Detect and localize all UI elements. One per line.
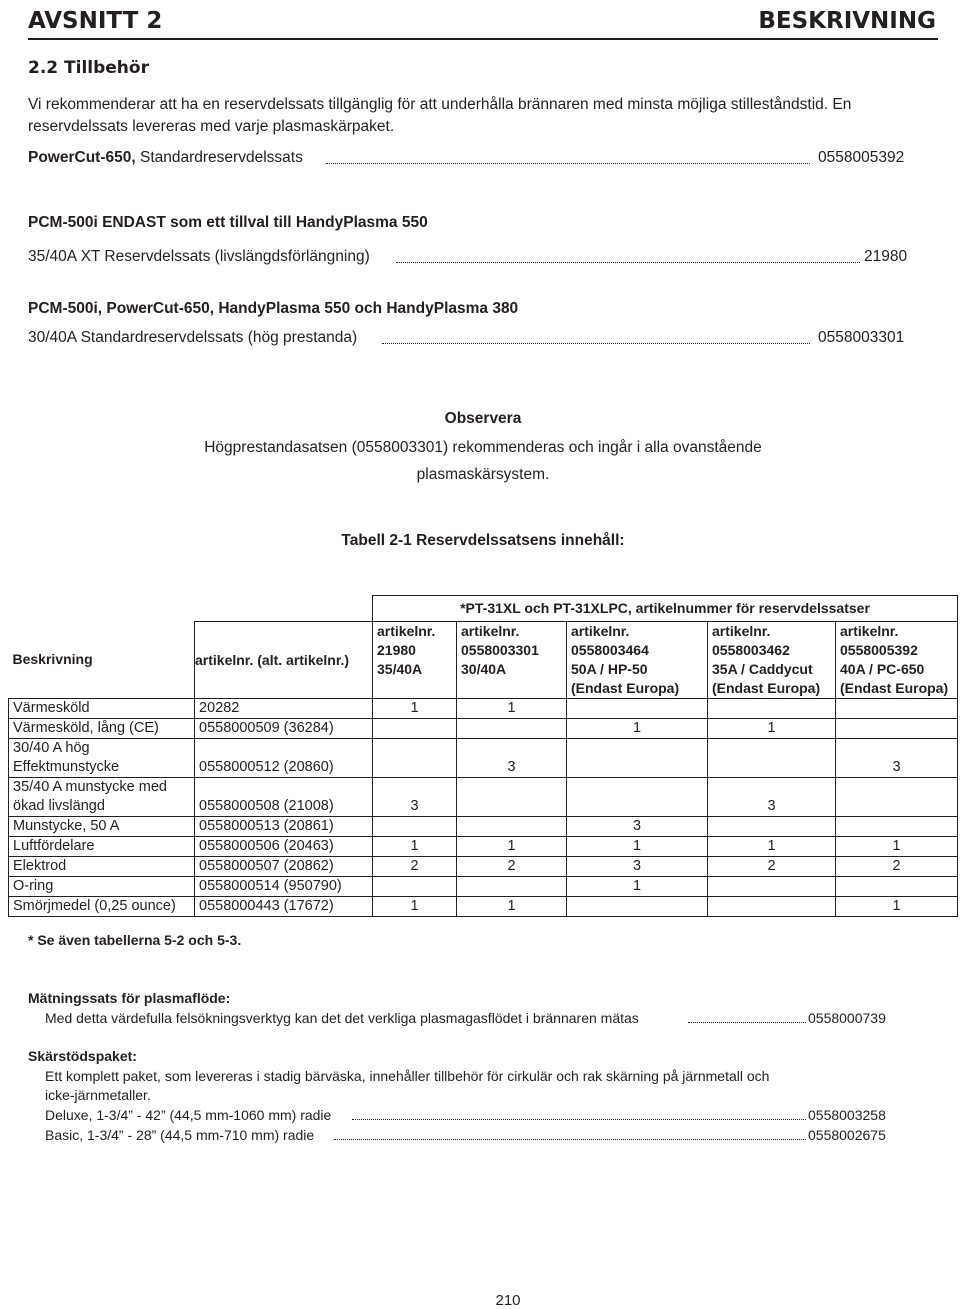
cell-quantity-kit-5	[836, 699, 958, 719]
leader-dots	[382, 343, 810, 344]
cell-description: Smörjmedel (0,25 ounce)	[9, 897, 195, 917]
cell-quantity-kit-4: 3	[708, 778, 836, 817]
kit-5-number: 0558005392	[840, 642, 918, 658]
cell-quantity-kit-5	[836, 817, 958, 837]
item-hp-kit-text: 30/40A Standardreservdelssats (hög prestanda)	[28, 329, 358, 346]
leader-dots	[688, 1022, 806, 1023]
cell-quantity-kit-1: 2	[373, 857, 457, 877]
cell-quantity-kit-5: 1	[836, 897, 958, 917]
kit-3-number: 0558003464	[571, 642, 649, 658]
cell-article-number: 0558000512 (20860)	[195, 739, 373, 778]
item-xt-kit-text: 35/40A XT Reservdelssats (livslängdsförlängning)	[28, 248, 370, 265]
table-footnote: * Se även tabellerna 5-2 och 5-3.	[28, 932, 242, 948]
table-row	[9, 837, 958, 857]
table-title: Tabell 2-1 Reservdelssatsens innehåll:	[341, 532, 625, 549]
cell-quantity-kit-1	[373, 817, 457, 837]
kit-5-rating: 40A / PC-650	[840, 661, 925, 677]
col-header-article: artikelnr. (alt. artikelnr.)	[195, 622, 373, 699]
cell-description: Luftfördelare	[9, 837, 195, 857]
cell-quantity-kit-4	[708, 897, 836, 917]
cell-quantity-kit-3	[567, 897, 708, 917]
cell-quantity-kit-5: 2	[836, 857, 958, 877]
item-hp-kit-number: 0558003301	[818, 329, 905, 346]
flow-kit-number: 0558000739	[808, 1010, 886, 1026]
cell-quantity-kit-1: 1	[373, 897, 457, 917]
leader-dots	[326, 163, 810, 164]
leader-dots	[352, 1119, 806, 1120]
group-title-pcm-endast: PCM-500i ENDAST som ett tillval till HandyPlasma 550	[28, 214, 428, 231]
col-header-kit-3	[567, 622, 708, 699]
cell-quantity-kit-5	[836, 778, 958, 817]
cell-quantity-kit-4	[708, 739, 836, 778]
kit-4-label: artikelnr.	[712, 623, 771, 639]
cell-quantity-kit-3: 3	[567, 817, 708, 837]
cell-quantity-kit-4	[708, 817, 836, 837]
item-powercut-number: 0558005392	[818, 149, 905, 166]
section-title: 2.2 Tillbehör	[28, 58, 149, 78]
col-header-description: Beskrivning	[12, 651, 93, 668]
kit-3-label: artikelnr.	[571, 623, 630, 639]
deluxe-kit-number: 0558003258	[808, 1107, 886, 1123]
leader-dots	[334, 1139, 806, 1140]
cell-quantity-kit-2	[457, 778, 567, 817]
cell-quantity-kit-3: 1	[567, 837, 708, 857]
cell-description: O-ring	[9, 877, 195, 897]
table-row	[9, 778, 958, 817]
cell-description: 35/40 A munstycke med ökad livslängd	[9, 778, 195, 817]
kit-3-rating: 50A / HP-50	[571, 661, 648, 677]
cell-quantity-kit-2	[457, 817, 567, 837]
cutting-guide-line-1: Ett komplett paket, som levereras i stadig bärväska, innehåller tillbehör för cirkulär och rak skärning på järnmetall och	[45, 1068, 770, 1084]
spare-parts-table	[8, 595, 958, 917]
kit-2-label: artikelnr.	[461, 623, 520, 639]
table-row	[9, 817, 958, 837]
note-line-1: Högprestandasatsen (0558003301) rekommenderas och ingår i alla ovanstående	[204, 439, 762, 456]
cell-description: Värmesköld	[9, 699, 195, 719]
cutting-guide-title: Skärstödspaket:	[28, 1048, 137, 1064]
cell-quantity-kit-1: 1	[373, 699, 457, 719]
cell-article-number: 0558000513 (20861)	[195, 817, 373, 837]
cell-quantity-kit-3: 1	[567, 877, 708, 897]
intro-line-1: Vi rekommenderar att ha en reservdelssats tillgänglig för att underhålla brännaren med minsta möjliga stilleståndstid. En	[28, 96, 852, 113]
table-row	[9, 857, 958, 877]
cell-quantity-kit-2: 2	[457, 857, 567, 877]
cell-article-number: 0558000514 (950790)	[195, 877, 373, 897]
kit-4-rating: 35A / Caddycut	[712, 661, 813, 677]
cell-quantity-kit-1: 1	[373, 837, 457, 857]
cell-quantity-kit-4: 1	[708, 719, 836, 739]
table-row	[9, 739, 958, 778]
cell-quantity-kit-2: 3	[457, 739, 567, 778]
item-powercut-bold: PowerCut-650,	[28, 149, 136, 166]
cell-quantity-kit-5	[836, 877, 958, 897]
cell-quantity-kit-4	[708, 699, 836, 719]
cell-quantity-kit-2	[457, 719, 567, 739]
cell-quantity-kit-2	[457, 877, 567, 897]
cell-quantity-kit-1	[373, 739, 457, 778]
kit-2-rating: 30/40A	[461, 661, 507, 677]
cutting-guide-line-2: icke-järnmetaller.	[45, 1087, 151, 1103]
note-line-2: plasmaskärsystem.	[416, 466, 550, 483]
cell-quantity-kit-1	[373, 719, 457, 739]
kit-1-rating: 35/40A	[377, 661, 423, 677]
flow-kit-title: Mätningssats för plasmaflöde:	[28, 990, 231, 1006]
table-row	[9, 877, 958, 897]
cell-quantity-kit-5: 1	[836, 837, 958, 857]
col-header-kit-2	[457, 622, 567, 699]
cell-quantity-kit-3	[567, 778, 708, 817]
cell-description: Elektrod	[9, 857, 195, 877]
kit-5-label: artikelnr.	[840, 623, 899, 639]
cell-quantity-kit-2: 1	[457, 897, 567, 917]
deluxe-kit-text: Deluxe, 1-3/4” - 42” (44,5 mm-1060 mm) radie	[45, 1107, 332, 1123]
cell-article-number: 0558000443 (17672)	[195, 897, 373, 917]
section-header-left: AVSNITT 2	[28, 8, 163, 34]
cell-quantity-kit-3: 1	[567, 719, 708, 739]
cell-article-number: 20282	[195, 699, 373, 719]
cell-description: Munstycke, 50 A	[9, 817, 195, 837]
cell-quantity-kit-5	[836, 719, 958, 739]
table-row	[9, 699, 958, 719]
item-powercut-text: Standardreservdelssats	[139, 149, 303, 166]
cell-quantity-kit-3	[567, 739, 708, 778]
cell-article-number: 0558000506 (20463)	[195, 837, 373, 857]
kit-1-number: 21980	[377, 642, 416, 658]
cell-quantity-kit-2: 1	[457, 699, 567, 719]
cell-description: Värmesköld, lång (CE)	[9, 719, 195, 739]
table-group-header: *PT-31XL och PT-31XLPC, artikelnummer för reservdelssatser	[373, 596, 958, 622]
header-rule	[28, 38, 938, 40]
cell-quantity-kit-4: 1	[708, 837, 836, 857]
cell-quantity-kit-1: 3	[373, 778, 457, 817]
col-header-kit-5	[836, 622, 958, 699]
cell-quantity-kit-5: 3	[836, 739, 958, 778]
table-row	[9, 897, 958, 917]
cell-quantity-kit-3	[567, 699, 708, 719]
flow-kit-text: Med detta värdefulla felsökningsverktyg kan det det verkliga plasmagasflödet i brännaren mätas	[45, 1010, 639, 1026]
col-header-kit-1	[373, 622, 457, 699]
kit-4-number: 0558003462	[712, 642, 790, 658]
basic-kit-text: Basic, 1-3/4” - 28” (44,5 mm-710 mm) radie	[45, 1127, 315, 1143]
cell-article-number: 0558000508 (21008)	[195, 778, 373, 817]
basic-kit-number: 0558002675	[808, 1127, 886, 1143]
page-number: 210	[495, 1292, 521, 1309]
kit-1-label: artikelnr.	[377, 623, 436, 639]
item-xt-kit-number: 21980	[864, 248, 908, 265]
cell-article-number: 0558000509 (36284)	[195, 719, 373, 739]
table-row	[9, 719, 958, 739]
cell-quantity-kit-4: 2	[708, 857, 836, 877]
group-title-pcm-all: PCM-500i, PowerCut-650, HandyPlasma 550 och HandyPlasma 380	[28, 300, 519, 317]
cell-article-number: 0558000507 (20862)	[195, 857, 373, 877]
cell-description: 30/40 A hög Effektmunstycke	[9, 739, 195, 778]
kit-4-region: (Endast Europa)	[712, 680, 821, 696]
cell-quantity-kit-4	[708, 877, 836, 897]
note-title: Observera	[444, 410, 522, 427]
intro-line-2: reservdelssats levereras med varje plasmaskärpaket.	[28, 118, 395, 135]
cell-quantity-kit-3: 3	[567, 857, 708, 877]
cell-quantity-kit-2: 1	[457, 837, 567, 857]
kit-2-number: 0558003301	[461, 642, 539, 658]
item-powercut-kit	[28, 149, 303, 167]
leader-dots	[396, 262, 860, 263]
col-header-kit-4	[708, 622, 836, 699]
cell-quantity-kit-1	[373, 877, 457, 897]
kit-5-region: (Endast Europa)	[840, 680, 949, 696]
kit-3-region: (Endast Europa)	[571, 680, 680, 696]
section-header-right: BESKRIVNING	[758, 8, 936, 34]
